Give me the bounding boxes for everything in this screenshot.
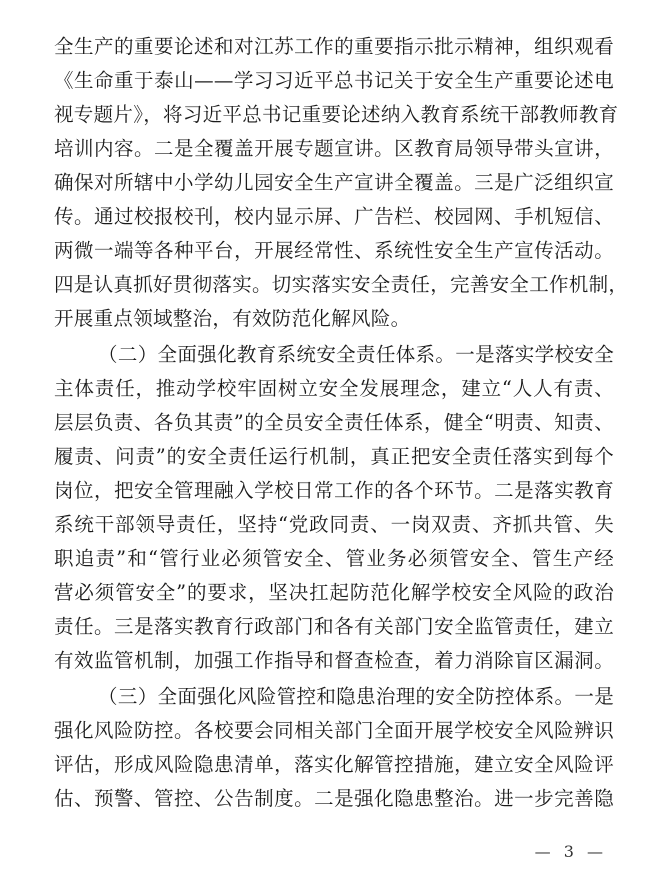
section-heading-line: （三）全面强化风险管控和隐患治理的安全防控体系。一是 (98, 685, 614, 708)
text-line: 履责、问责”的安全责任运行机制，真正把安全责任落实到每个 (54, 445, 614, 468)
text-line: 视专题片》，将习近平总书记重要论述纳入教育系统干部教师教育 (54, 103, 619, 126)
section-heading-line: （二）全面强化教育系统安全责任体系。一是落实学校安全 (98, 343, 614, 366)
text-line: 岗位，把安全管理融入学校日常工作的各个环节。二是落实教育 (54, 479, 614, 502)
page-number: — 3 — (534, 842, 607, 861)
text-line: 传。通过校报校刊，校内显示屏、广告栏、校园网、手机短信、 (54, 205, 614, 228)
text-line: 系统干部领导责任，坚持“党政同责、一岗双责、齐抓共管、失 (54, 513, 614, 536)
text-line: 开展重点领域整治，有效防范化解风险。 (54, 307, 411, 330)
text-line: 培训内容。二是全覆盖开展专题宣讲。区教育局领导带头宣讲， (54, 137, 614, 160)
text-line: 营必须管安全”的要求，坚决扛起防范化解学校安全风险的政治 (54, 581, 614, 604)
text-line: 有效监管机制，加强工作指导和督查检查，着力消除盲区漏洞。 (54, 649, 614, 672)
text-line: 层层负责、各负其责”的全员安全责任体系，健全“明责、知责、 (54, 411, 614, 434)
text-line: 责任。三是落实教育行政部门和各有关部门安全监管责任，建立 (54, 615, 614, 638)
text-line: 全生产的重要论述和对江苏工作的重要指示批示精神，组织观看 (54, 35, 614, 58)
text-line: 四是认真抓好贯彻落实。切实落实安全责任，完善安全工作机制， (54, 273, 629, 296)
text-line: 职追责”和“管行业必须管安全、管业务必须管安全、管生产经 (54, 547, 614, 570)
text-line: 估、预警、管控、公告制度。二是强化隐患整治。进一步完善隐 (54, 787, 614, 810)
text-line: 强化风险防控。各校要会同相关部门全面开展学校安全风险辨识 (54, 719, 614, 742)
text-line: 两微一端等各种平台，开展经常性、系统性安全生产宣传活动。 (54, 239, 614, 262)
text-line: 《生命重于泰山——学习习近平总书记关于安全生产重要论述电 (54, 69, 614, 92)
text-line: 主体责任，推动学校牢固树立安全发展理念，建立“人人有责、 (54, 377, 614, 400)
text-line: 确保对所辖中小学幼儿园安全生产宣讲全覆盖。三是广泛组织宣 (54, 171, 614, 194)
text-line: 评估，形成风险隐患清单，落实化解管控措施，建立安全风险评 (54, 753, 614, 776)
